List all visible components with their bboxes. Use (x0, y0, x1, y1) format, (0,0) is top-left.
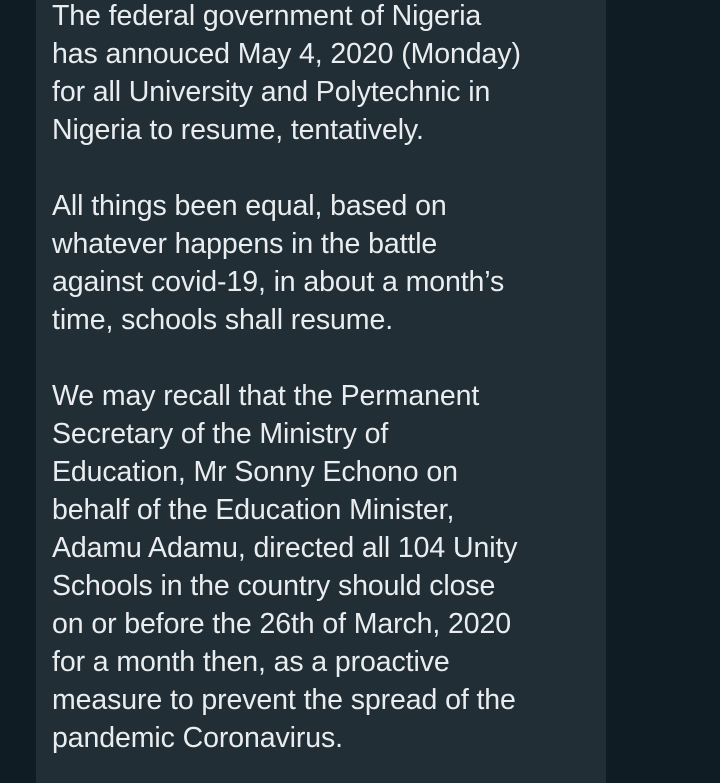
message-line: for a month then, as a proactive (52, 646, 450, 678)
message-line: whatever happens in the battle (52, 228, 438, 260)
message-line: behalf of the Education Minister, (52, 494, 455, 526)
message-line: Schools in the country should close (52, 570, 496, 602)
message-bubble[interactable] (36, 0, 606, 783)
message-line: has annouced May 4, 2020 (Monday) (52, 38, 521, 70)
message-line: pandemic Coronavirus. (52, 722, 343, 754)
message-line: Nigeria to resume, tentatively. (52, 114, 424, 146)
message-line: for all University and Polytechnic in (52, 76, 491, 108)
message-line: measure to prevent the spread of the (52, 684, 516, 716)
message-paragraph-1 (52, 0, 606, 149)
message-text (52, 0, 606, 757)
message-line: time, schools shall resume. (52, 304, 394, 336)
message-line: Secretary of the Ministry of (52, 418, 389, 450)
message-line: against covid-19, in about a month’s (52, 266, 505, 298)
message-line: Education, Mr Sonny Echono on (52, 456, 458, 488)
message-line: on or before the 26th of March, 2020 (52, 608, 512, 640)
message-line: We may recall that the Permanent (52, 380, 480, 412)
message-line: Adamu Adamu, directed all 104 Unity (52, 532, 518, 564)
message-line: The federal government of Nigeria (52, 0, 482, 32)
message-paragraph-2 (52, 187, 606, 339)
message-paragraph-3 (52, 377, 606, 757)
message-line: All things been equal, based on (52, 190, 447, 222)
